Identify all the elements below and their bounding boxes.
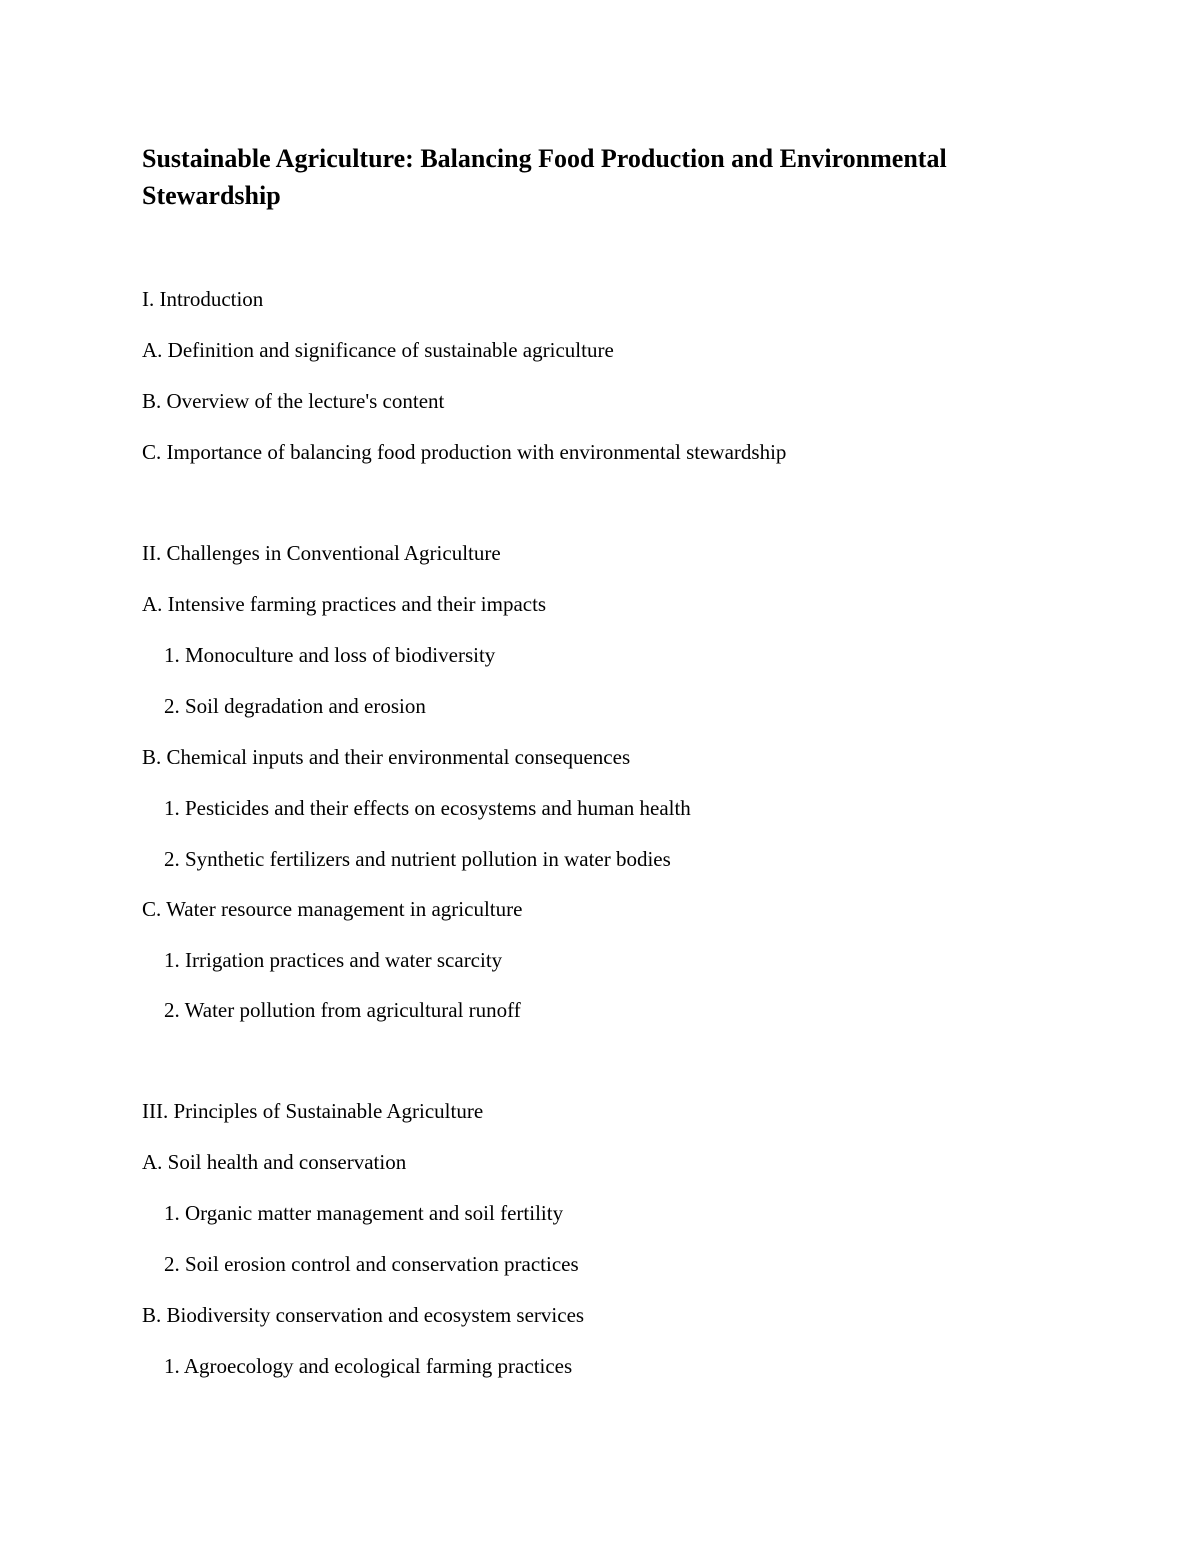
outline-subitem: 1. Agroecology and ecological farming practices — [164, 1354, 573, 1378]
outline-subitem: 1. Pesticides and their effects on ecosystems and human health — [164, 796, 691, 820]
document-title: Sustainable Agriculture: Balancing Food Production and Environmental Stewardship — [142, 144, 947, 210]
outline-subitem: 2. Soil erosion control and conservation practices — [164, 1252, 579, 1276]
outline-item: A. Soil health and conservation — [142, 1150, 407, 1174]
outline-item: B. Chemical inputs and their environmental consequences — [142, 745, 631, 769]
outline-item: B. Overview of the lecture's content — [142, 389, 445, 413]
outline-subitem: 2. Water pollution from agricultural runoff — [164, 998, 521, 1022]
outline-item: A. Intensive farming practices and their impacts — [142, 592, 547, 616]
section-heading-challenges: II. Challenges in Conventional Agriculture — [142, 541, 501, 565]
section-heading-principles: III. Principles of Sustainable Agriculture — [142, 1099, 484, 1123]
outline-subitem: 1. Monoculture and loss of biodiversity — [164, 643, 496, 667]
outline-item: C. Water resource management in agriculture — [142, 897, 523, 921]
outline-subitem: 2. Soil degradation and erosion — [164, 694, 426, 718]
outline-item: A. Definition and significance of sustainable agriculture — [142, 338, 614, 362]
outline-subitem: 2. Synthetic fertilizers and nutrient pollution in water bodies — [164, 847, 671, 871]
outline-subitem: 1. Irrigation practices and water scarcity — [164, 948, 503, 972]
outline-item: B. Biodiversity conservation and ecosystem services — [142, 1303, 585, 1327]
outline-subitem: 1. Organic matter management and soil fertility — [164, 1201, 564, 1225]
section-heading-introduction: I. Introduction — [142, 287, 264, 311]
outline-item: C. Importance of balancing food production with environmental stewardship — [142, 440, 787, 464]
